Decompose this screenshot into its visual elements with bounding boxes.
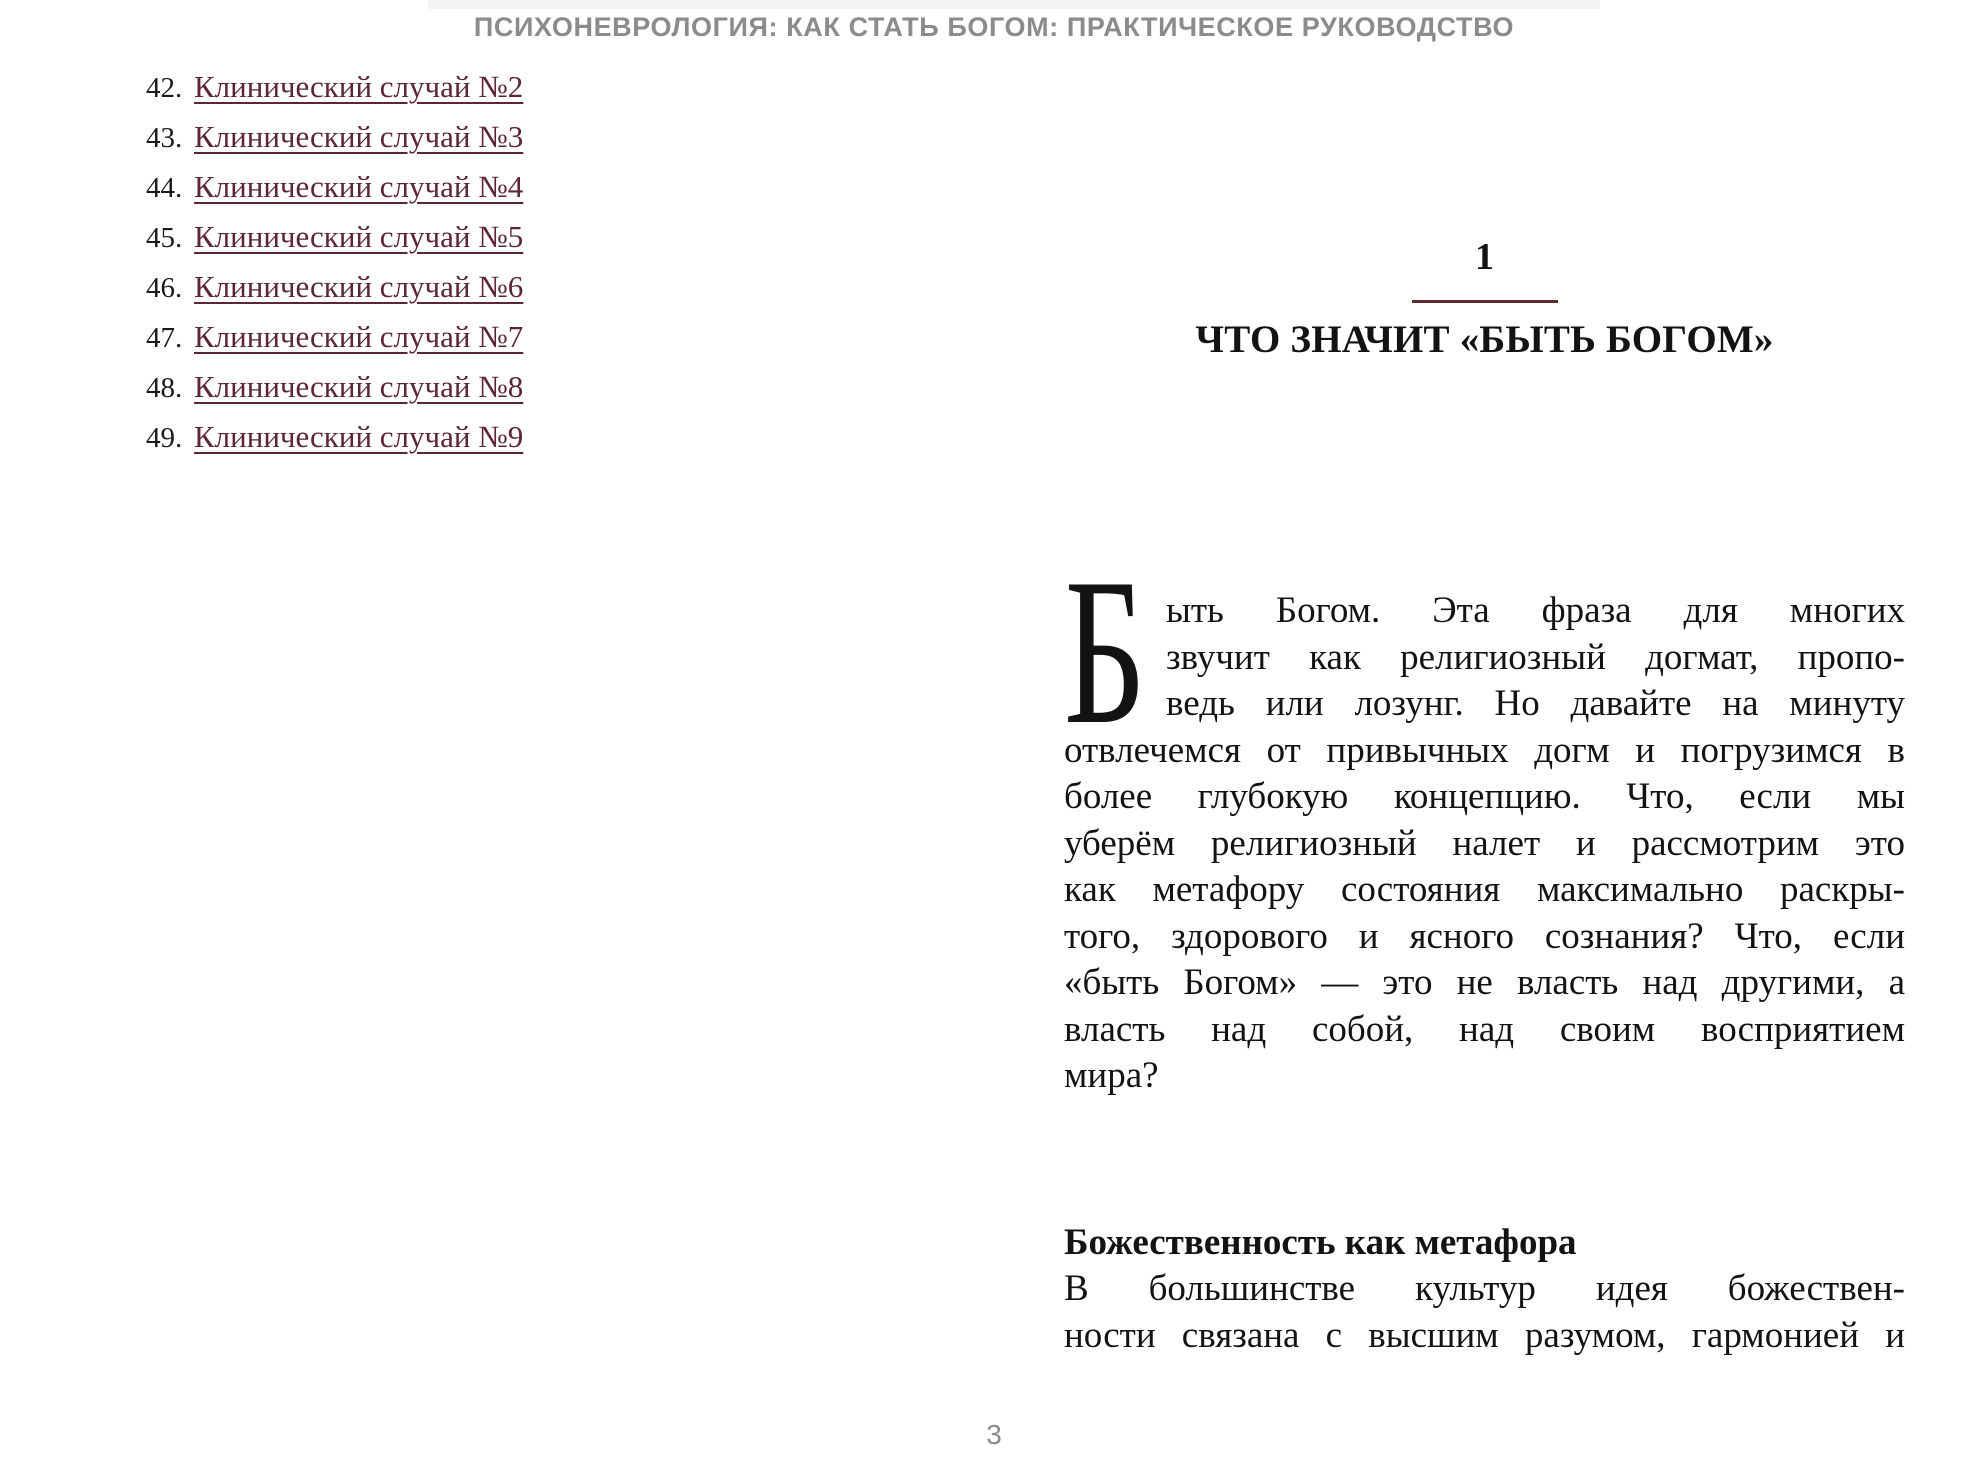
toc-item-number: 43. [146,122,183,154]
toc-link[interactable]: Клинический случай №7 [194,319,524,354]
page-footer [0,1419,1988,1451]
toc-item-number: 44. [146,172,183,204]
section-subheading: Божественность как метафора [1064,1221,1577,1263]
toc-item [146,315,523,365]
toc-item [146,115,523,165]
toc-link[interactable]: Клинический случай №9 [194,419,524,454]
toc-link[interactable]: Клинический случай №8 [194,369,524,404]
toc-item [146,265,523,315]
toc-item [146,165,523,215]
toc-link[interactable]: Клинический случай №2 [194,69,524,104]
text-line: как метафору состояния максимально раскры- [1064,869,1905,910]
chapter-rule-divider [1412,300,1558,303]
opening-paragraph [1064,536,1905,1100]
toc-item-number: 42. [146,72,183,104]
running-header-text: ПСИХОНЕВРОЛОГИЯ: КАК СТАТЬ БОГОМ: ПРАКТИЧЕСКОЕ РУКОВОДСТВО [473,12,1515,42]
text-line: ности связана с высшим разумом, гармонией и [1064,1314,1905,1356]
toc-link[interactable]: Клинический случай №6 [194,269,524,304]
text-line: власть над собой, над своим восприятием [1064,1008,1905,1050]
page-number: 3 [986,1419,1002,1450]
text-line: отвлечемся от привычных догм и погрузимся в [1064,729,1905,771]
text-line: мира? [1064,1055,1159,1096]
text-line: В большинстве культур идея божествен- [1064,1268,1905,1309]
toc-item [146,365,523,415]
toc-item [146,65,523,115]
right-page [1064,0,1905,1359]
toc-link[interactable]: Клинический случай №5 [194,219,524,254]
toc-item [146,215,523,265]
toc-link[interactable]: Клинический случай №4 [194,169,524,204]
text-line: «быть Богом» — это не власть над другими, а [1064,962,1905,1003]
toc-item-number: 45. [146,222,183,254]
toc-list [146,65,523,465]
toc-item-number: 46. [146,272,183,304]
text-line: более глубокую концепцию. Что, если мы [1064,776,1905,817]
paragraph-lines [1064,536,1905,1100]
second-paragraph [1064,1266,1905,1359]
text-line: того, здорового и ясного сознания? Что, если [1064,915,1905,957]
drop-cap-letter: Б [1064,536,1147,768]
paragraph-lines [1064,1266,1905,1359]
chapter-title: ЧТО ЗНАЧИТ «БЫТЬ БОГОМ» [1195,318,1774,361]
text-line: уберём религиозный налет и рассмотрим это [1064,822,1905,864]
toc-item-number: 48. [146,372,183,404]
toc-link[interactable]: Клинический случай №3 [194,119,524,154]
chapter-number: 1 [1475,236,1494,278]
text-line: звучит как религиозный догмат, пропо- [1166,636,1905,678]
toc-item [146,415,523,465]
text-line: ведь или лозунг. Но давайте на минуту [1166,683,1905,724]
toc-item-number: 49. [146,422,183,454]
text-line: ыть Богом. Эта фраза для многих [1166,590,1905,631]
toc-item-number: 47. [146,322,183,354]
